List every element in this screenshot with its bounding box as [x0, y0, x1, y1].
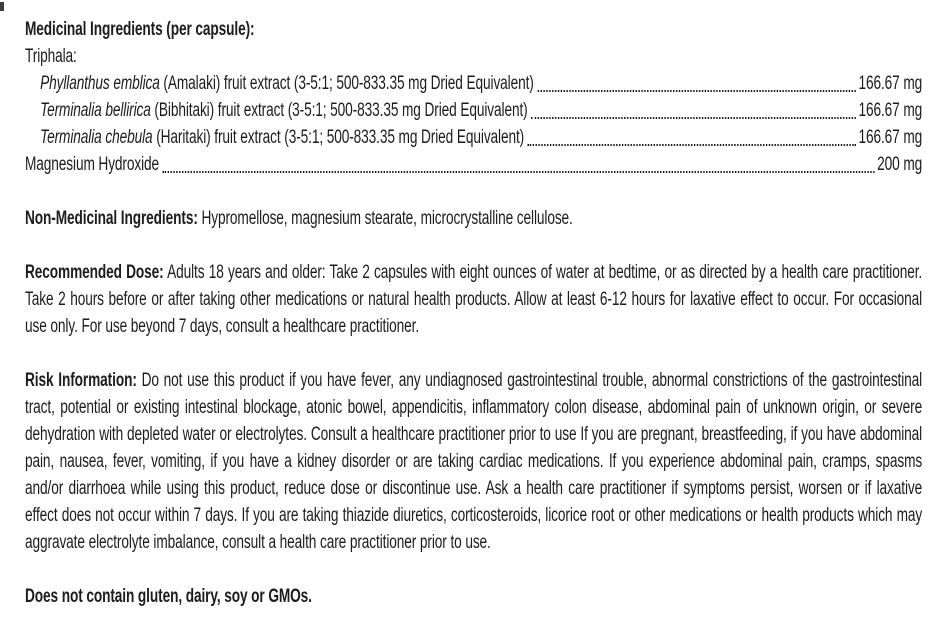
ingredient-row-bibhitaki: [25, 97, 922, 124]
recommended-dose-heading: Recommended Dose:: [25, 262, 164, 283]
species-name: Terminalia chebula: [40, 127, 153, 148]
ingredient-name: [25, 124, 524, 151]
recommended-dose-text: Adults 18 years and older: Take 2 capsules with eight ounces of water at bedtime, or as directed by a health care practitioner. Take 2 hours before or after taking other medications or natural health products. Allow at least 6-12 hours for laxative effect to occur. For occasional use only. For use beyond 7 days, consult a healthcare practitioner.: [25, 262, 923, 337]
ingredient-row-magnesium-hydroxide: [25, 151, 922, 178]
recommended-dose-paragraph: [25, 259, 922, 340]
ingredient-name: Magnesium Hydroxide: [25, 154, 160, 175]
contains-statement: Does not contain gluten, dairy, soy or GMOs.: [25, 586, 312, 607]
ingredient-amount: 166.67 mg: [858, 127, 923, 148]
ingredient-amount: 166.67 mg: [858, 73, 923, 94]
ingredient-description: (Haritaki) fruit extract (3-5:1; 500-833.35 mg Dried Equivalent): [152, 127, 525, 148]
risk-information-text: Do not use this product if you have fever, any undiagnosed gastrointestinal trouble, abnormal constrictions of the gastrointestinal tract, potential or existing intestinal blockage, atonic bowel, appendicitis, inflammatory colon disease, abdominal pain of unknown origin, or severe dehydration with depleted water or electrolytes. Consult a healthcare practitioner prior to use If you are pregnant, breastfeeding, if you have abdominal pain, nausea, fever, vomiting, if you have a kidney disorder or are taking cardiac medications. If you experience abdominal pain, cramps, spasms and/or diarrhoea while using this product, reduce dose or discontinue use. Ask a health care practitioner if symptoms persist, worsen or if laxative effect does not occur within 7 days. If you are taking thiazide diuretics, corticosteroids, licorice root or other medications or health products which may aggravate electrolyte imbalance, consult a health care practitioner prior to use.: [25, 370, 923, 553]
dot-leader: [528, 144, 856, 146]
species-name: Phyllanthus emblica: [40, 73, 160, 94]
non-medicinal-paragraph: [25, 205, 922, 232]
scan-artifact-mark: [0, 2, 4, 11]
species-name: Terminalia bellirica: [40, 100, 151, 121]
triphala-label: Triphala:: [25, 46, 77, 67]
ingredient-row-amalaki: [25, 70, 922, 97]
risk-information-paragraph: [25, 367, 922, 556]
dot-leader: [537, 90, 855, 92]
ingredient-description: (Bibhitaki) fruit extract (3-5:1; 500-833.35 mg Dried Equivalent): [150, 100, 528, 121]
label-content: [25, 16, 922, 610]
non-medicinal-text: Hypromellose, magnesium stearate, microcrystalline cellulose.: [201, 208, 573, 229]
ingredient-row-haritaki: [25, 124, 922, 151]
ingredient-amount: 200 mg: [877, 154, 923, 175]
dot-leader: [531, 117, 855, 119]
dot-leader: [163, 171, 875, 173]
medicinal-ingredients-heading: Medicinal Ingredients (per capsule):: [25, 19, 255, 40]
ingredient-name: [25, 97, 528, 124]
ingredient-amount: 166.67 mg: [858, 100, 923, 121]
ingredient-description: (Amalaki) fruit extract (3-5:1; 500-833.35 mg Dried Equivalent): [159, 73, 534, 94]
risk-information-heading: Risk Information:: [25, 370, 137, 391]
non-medicinal-heading: Non-Medicinal Ingredients:: [25, 208, 198, 229]
ingredient-name: [25, 70, 534, 97]
